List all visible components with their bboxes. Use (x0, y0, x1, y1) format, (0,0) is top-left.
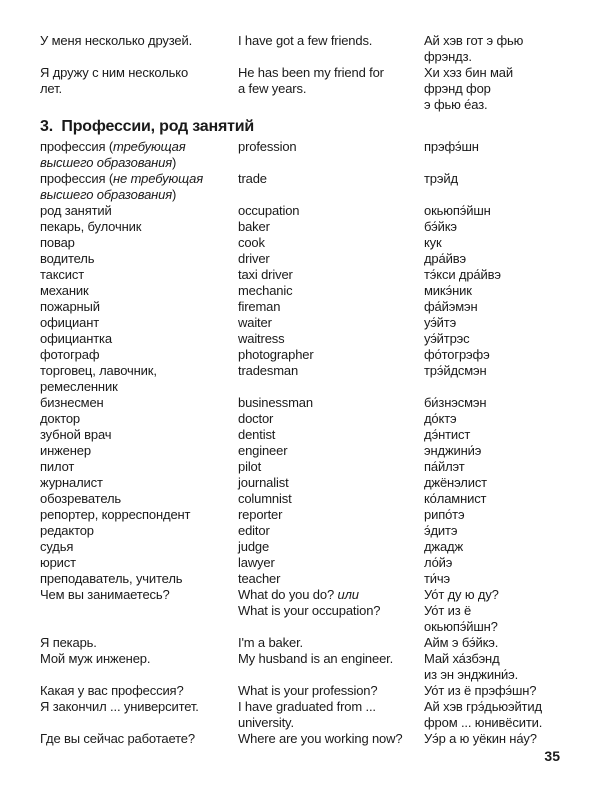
text-line: dentist (238, 427, 276, 442)
text-line: ремесленник (40, 379, 118, 394)
text-line: Уо́т ду ю ду? (424, 587, 499, 602)
russian-cell (40, 651, 238, 683)
transcription-cell (424, 65, 562, 113)
text-line: репортер, корреспондент (40, 507, 191, 522)
vocab-row (40, 443, 562, 459)
italic-text: не требующая (113, 171, 204, 186)
text-line: доктор (40, 411, 81, 426)
text-line: повар (40, 235, 75, 250)
text-line: waitress (238, 331, 285, 346)
russian-cell (40, 507, 238, 523)
text-line: fireman (238, 299, 281, 314)
english-cell (238, 731, 424, 747)
text-line: judge (238, 539, 270, 554)
english-cell (238, 683, 424, 699)
text-line: торговец, лавочник, (40, 363, 157, 378)
text-line: микэ́ник (424, 283, 472, 298)
text-line: Я пекарь. (40, 635, 97, 650)
vocab-row (40, 235, 562, 251)
english-cell (238, 699, 424, 731)
text-line: механик (40, 283, 89, 298)
intro-rows (40, 33, 562, 113)
text-line: Какая у вас профессия? (40, 683, 184, 698)
vocab-row (40, 571, 562, 587)
vocab-row (40, 555, 562, 571)
text-line: I'm a baker. (238, 635, 303, 650)
russian-cell (40, 571, 238, 587)
vocab-row (40, 539, 562, 555)
transcription-cell (424, 651, 562, 683)
english-cell (238, 395, 424, 411)
russian-cell (40, 411, 238, 427)
text-line: пожарный (40, 299, 100, 314)
transcription-cell (424, 539, 562, 555)
transcription-cell (424, 395, 562, 411)
russian-cell (40, 299, 238, 315)
text-line: фа́йэмэн (424, 299, 478, 314)
text-line: engineer (238, 443, 288, 458)
vocab-row (40, 171, 562, 203)
english-cell (238, 251, 424, 267)
text-line: зубной врач (40, 427, 112, 442)
text-line: pilot (238, 459, 262, 474)
text-line: Я закончил ... университет. (40, 699, 199, 714)
vocab-row (40, 219, 562, 235)
english-cell (238, 283, 424, 299)
text-line: э́дитэ (424, 523, 458, 538)
text-line: обозреватель (40, 491, 122, 506)
transcription-cell (424, 347, 562, 363)
text-line: profession (238, 139, 297, 154)
english-cell (238, 139, 424, 171)
text-line: па́йлэт (424, 459, 465, 474)
transcription-cell (424, 443, 562, 459)
text-line: инженер (40, 443, 91, 458)
english-cell (238, 443, 424, 459)
russian-cell (40, 315, 238, 331)
russian-cell (40, 459, 238, 475)
russian-cell (40, 555, 238, 571)
vocab-row (40, 315, 562, 331)
vocab-row (40, 395, 562, 411)
vocab-row (40, 299, 562, 315)
text-line: Where are you working now? (238, 731, 403, 746)
text-line: пекарь, булочник (40, 219, 142, 234)
russian-cell (40, 251, 238, 267)
vocab-rows (40, 139, 562, 747)
vocab-row (40, 283, 562, 299)
transcription-cell (424, 731, 562, 747)
transcription-cell (424, 139, 562, 171)
russian-cell (40, 587, 238, 635)
text-line: журналист (40, 475, 103, 490)
text-line: ти́чэ (424, 571, 451, 586)
text-line: Май ха́збэнд (424, 651, 500, 666)
text-line: doctor (238, 411, 274, 426)
transcription-cell (424, 571, 562, 587)
text-line: бэ́йкэ (424, 219, 457, 234)
english-cell (238, 523, 424, 539)
text-line: My husband is an engineer. (238, 651, 394, 666)
text-line: teacher (238, 571, 281, 586)
transcription-cell (424, 555, 562, 571)
text-line: What do you do? или (238, 587, 359, 602)
english-cell (238, 315, 424, 331)
russian-cell (40, 523, 238, 539)
transcription-cell (424, 683, 562, 699)
russian-cell (40, 539, 238, 555)
text-line: ло́йэ (424, 555, 453, 570)
text-line: высшего образования) (40, 187, 177, 202)
text-line: уэ́йтэ (424, 315, 457, 330)
page-number: 35 (544, 748, 560, 764)
text-line: профессия (не требующая (40, 171, 204, 186)
russian-cell (40, 427, 238, 443)
text-line: Айм э бэ́йкэ. (424, 635, 499, 650)
vocab-row (40, 507, 562, 523)
russian-cell (40, 443, 238, 459)
text-line: Уэ́р а ю уёкин на́у? (424, 731, 537, 746)
text-line: прэфэ́шн (424, 139, 479, 154)
transcription-cell (424, 491, 562, 507)
text-line: I have graduated from ... (238, 699, 376, 714)
russian-cell (40, 283, 238, 299)
transcription-cell (424, 587, 562, 635)
transcription-cell (424, 699, 562, 731)
english-cell (238, 475, 424, 491)
english-cell (238, 267, 424, 283)
vocab-row (40, 587, 562, 635)
text-line: юрист (40, 555, 76, 570)
text-line: У меня несколько друзей. (40, 33, 193, 48)
text-line: профессия (требующая (40, 139, 186, 154)
vocab-row (40, 651, 562, 683)
russian-cell (40, 267, 238, 283)
english-cell (238, 203, 424, 219)
transcription-cell (424, 171, 562, 203)
text-line: mechanic (238, 283, 293, 298)
text-line: джёнэлист (424, 475, 487, 490)
text-line: Я дружу с ним несколько (40, 65, 189, 80)
text-line: Ай хэв грэ́дьюэйтид (424, 699, 542, 714)
vocab-row (40, 475, 562, 491)
text-line: businessman (238, 395, 313, 410)
text-line: пилот (40, 459, 75, 474)
transcription-cell (424, 283, 562, 299)
vocab-row (40, 363, 562, 395)
vocab-row (40, 267, 562, 283)
text-line: What is your profession? (238, 683, 378, 698)
text-line: Мой муж инженер. (40, 651, 151, 666)
text-line: лет. (40, 81, 62, 96)
english-cell (238, 235, 424, 251)
english-cell (238, 347, 424, 363)
text-line: би́знэсмэн (424, 395, 487, 410)
section-heading: 3. Профессии, род занятий (40, 118, 255, 135)
english-cell (238, 299, 424, 315)
russian-cell (40, 65, 238, 113)
vocab-row (40, 139, 562, 171)
text-line: фром ... юнивёсити. (424, 715, 543, 730)
text-line: Хи хэз бин май (424, 65, 513, 80)
vocab-row (40, 251, 562, 267)
text-line: дэ́нтист (424, 427, 471, 442)
english-cell (238, 635, 424, 651)
vocab-row (40, 427, 562, 443)
russian-cell (40, 203, 238, 219)
russian-cell (40, 699, 238, 731)
text-line: trade (238, 171, 267, 186)
text-line: из эн энджини́э. (424, 667, 519, 682)
text-line: окьюпэ́йшн? (424, 619, 498, 634)
english-cell (238, 331, 424, 347)
russian-cell (40, 33, 238, 65)
transcription-cell (424, 33, 562, 65)
vocab-row (40, 459, 562, 475)
russian-cell (40, 363, 238, 395)
text-line: lawyer (238, 555, 275, 570)
transcription-cell (424, 459, 562, 475)
english-cell (238, 507, 424, 523)
page-content (40, 33, 562, 747)
transcription-cell (424, 203, 562, 219)
text-line: до́ктэ (424, 411, 457, 426)
text-line: трэ́йдсмэн (424, 363, 487, 378)
text-line: occupation (238, 203, 300, 218)
transcription-cell (424, 267, 562, 283)
text-line: cook (238, 235, 265, 250)
vocab-row (40, 523, 562, 539)
text-line: Где вы сейчас работаете? (40, 731, 195, 746)
russian-cell (40, 219, 238, 235)
vocab-row (40, 699, 562, 731)
italic-text: высшего образования (40, 187, 173, 202)
vocab-row (40, 491, 562, 507)
text-line: Уо́т из ё (424, 603, 472, 618)
text-line: окьюпэ́йшн (424, 203, 491, 218)
text-line: официант (40, 315, 100, 330)
text-line: фрэндз. (424, 49, 472, 64)
russian-cell (40, 347, 238, 363)
text-line: journalist (238, 475, 289, 490)
transcription-cell (424, 411, 562, 427)
english-cell (238, 427, 424, 443)
text-line: водитель (40, 251, 95, 266)
text-line: фо́тогрэфэ (424, 347, 490, 362)
text-line: таксист (40, 267, 85, 282)
transcription-cell (424, 635, 562, 651)
text-line: reporter (238, 507, 283, 522)
text-line: э фью е́аз. (424, 97, 488, 112)
text-line: редактор (40, 523, 94, 538)
text-line: дра́йвэ (424, 251, 466, 266)
russian-cell (40, 475, 238, 491)
text-line: a few years. (238, 81, 307, 96)
english-cell (238, 363, 424, 395)
text-line: photographer (238, 347, 314, 362)
text-line: tradesman (238, 363, 299, 378)
vocab-row (40, 731, 562, 747)
english-cell (238, 65, 424, 113)
text-line: судья (40, 539, 74, 554)
vocab-row (40, 683, 562, 699)
text-line: рипо́тэ (424, 507, 465, 522)
russian-cell (40, 635, 238, 651)
english-cell (238, 555, 424, 571)
text-line: высшего образования) (40, 155, 177, 170)
text-line: taxi driver (238, 267, 293, 282)
text-line: He has been my friend for (238, 65, 384, 80)
text-line: driver (238, 251, 270, 266)
text-line: тэ́кси дра́йвэ (424, 267, 501, 282)
transcription-cell (424, 507, 562, 523)
english-cell (238, 571, 424, 587)
text-line: waiter (238, 315, 272, 330)
english-cell (238, 411, 424, 427)
text-line: фотограф (40, 347, 100, 362)
transcription-cell (424, 475, 562, 491)
transcription-cell (424, 219, 562, 235)
vocab-row (40, 331, 562, 347)
text-line: I have got a few friends. (238, 33, 373, 48)
text-line: columnist (238, 491, 292, 506)
intro-row (40, 33, 562, 65)
text-line: ко́ламнист (424, 491, 487, 506)
english-cell (238, 587, 424, 635)
russian-cell (40, 171, 238, 203)
text-line: трэйд (424, 171, 458, 186)
text-line: бизнесмен (40, 395, 104, 410)
vocab-row (40, 203, 562, 219)
text-line: фрэнд фор (424, 81, 491, 96)
text-line: преподаватель, учитель (40, 571, 183, 586)
english-cell (238, 651, 424, 683)
transcription-cell (424, 251, 562, 267)
english-cell (238, 539, 424, 555)
text-line: What is your occupation? (238, 603, 381, 618)
text-line: editor (238, 523, 270, 538)
russian-cell (40, 395, 238, 411)
italic-text: требующая (113, 139, 186, 154)
english-cell (238, 171, 424, 203)
russian-cell (40, 235, 238, 251)
vocab-row (40, 635, 562, 651)
russian-cell (40, 491, 238, 507)
intro-row (40, 65, 562, 113)
english-cell (238, 33, 424, 65)
transcription-cell (424, 331, 562, 347)
russian-cell (40, 331, 238, 347)
text-line: джадж (424, 539, 464, 554)
vocab-row (40, 347, 562, 363)
text-line: род занятий (40, 203, 112, 218)
vocab-row (40, 411, 562, 427)
text-line: уэ́йтрэс (424, 331, 470, 346)
english-cell (238, 459, 424, 475)
transcription-cell (424, 363, 562, 395)
text-line: Ай хэв гот э фью (424, 33, 524, 48)
text-line: официантка (40, 331, 112, 346)
text-line: Чем вы занимаетесь? (40, 587, 170, 602)
transcription-cell (424, 315, 562, 331)
italic-text: высшего образования (40, 155, 173, 170)
transcription-cell (424, 427, 562, 443)
russian-cell (40, 683, 238, 699)
english-cell (238, 491, 424, 507)
text-line: baker (238, 219, 270, 234)
transcription-cell (424, 299, 562, 315)
italic-text: или (337, 587, 359, 602)
text-line: university. (238, 715, 294, 730)
text-line: энджини́э (424, 443, 482, 458)
russian-cell (40, 139, 238, 171)
russian-cell (40, 731, 238, 747)
text-line: кук (424, 235, 442, 250)
text-line: Уо́т из ё прэфэ́шн? (424, 683, 537, 698)
transcription-cell (424, 235, 562, 251)
transcription-cell (424, 523, 562, 539)
english-cell (238, 219, 424, 235)
